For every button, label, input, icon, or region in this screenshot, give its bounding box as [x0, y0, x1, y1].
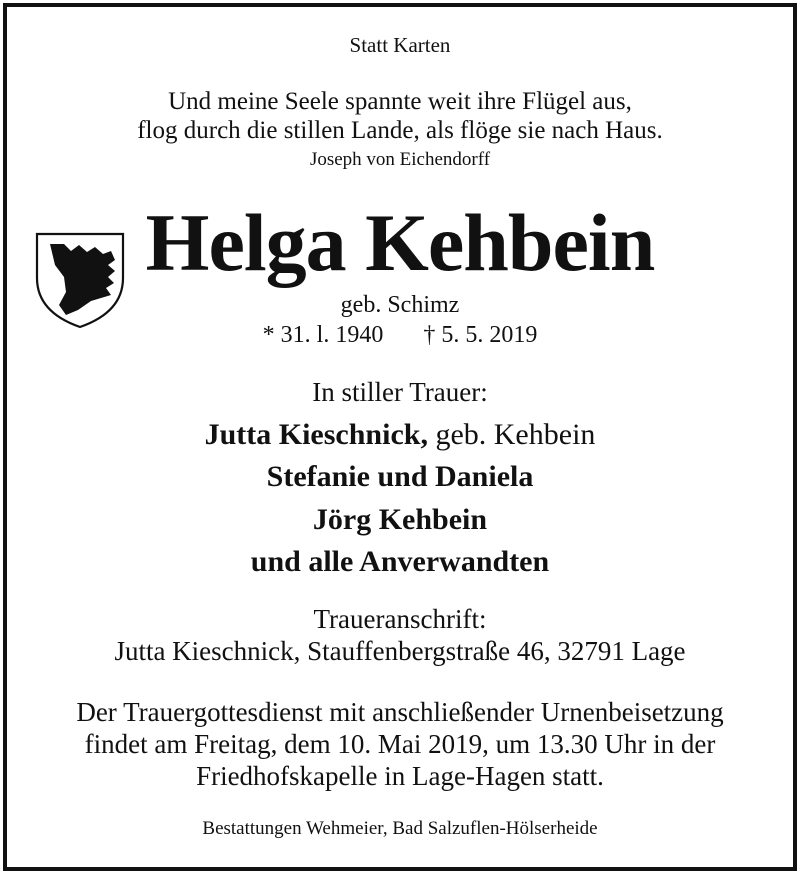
poem-line-1: Und meine Seele spannte weit ihre Flügel aus,	[168, 88, 632, 115]
poem-author: Joseph von Eichendorff	[309, 149, 491, 170]
family-member-1	[0, 418, 800, 452]
family-member-2: Stefanie und Daniela	[266, 460, 534, 493]
death-date: † 5. 5. 2019	[423, 322, 538, 348]
service-line-3: Friedhofskapelle in Lage-Hagen statt.	[196, 761, 604, 791]
life-dates	[0, 322, 800, 349]
family-member-4: und alle Anverwandten	[250, 545, 550, 578]
mourning-label: In stiller Trauer:	[312, 377, 488, 407]
maiden-name: geb. Schimz	[340, 292, 460, 318]
family-member-1-name: Jutta Kieschnick,	[204, 418, 428, 451]
service-line-1: Der Trauergottesdienst mit anschließender Urnenbeisetzung	[76, 697, 724, 727]
funeral-home: Bestattungen Wehmeier, Bad Salzuflen-Hölserheide	[202, 818, 598, 839]
poem-line-2: flog durch die stillen Lande, als flöge sie nach Haus.	[137, 117, 663, 144]
family-member-1-suffix: geb. Kehbein	[427, 418, 596, 451]
notice-heading: Statt Karten	[349, 33, 451, 57]
mourning-address: Jutta Kieschnick, Stauffenbergstraße 46, 32791 Lage	[114, 636, 686, 666]
birth-date: * 31. l. 1940	[262, 322, 384, 348]
deceased-name: Helga Kehbein	[145, 197, 655, 288]
service-line-2: findet am Freitag, dem 10. Mai 2019, um 13.30 Uhr in der	[84, 729, 716, 759]
family-member-3: Jörg Kehbein	[312, 503, 488, 536]
address-label: Traueranschrift:	[313, 604, 487, 634]
